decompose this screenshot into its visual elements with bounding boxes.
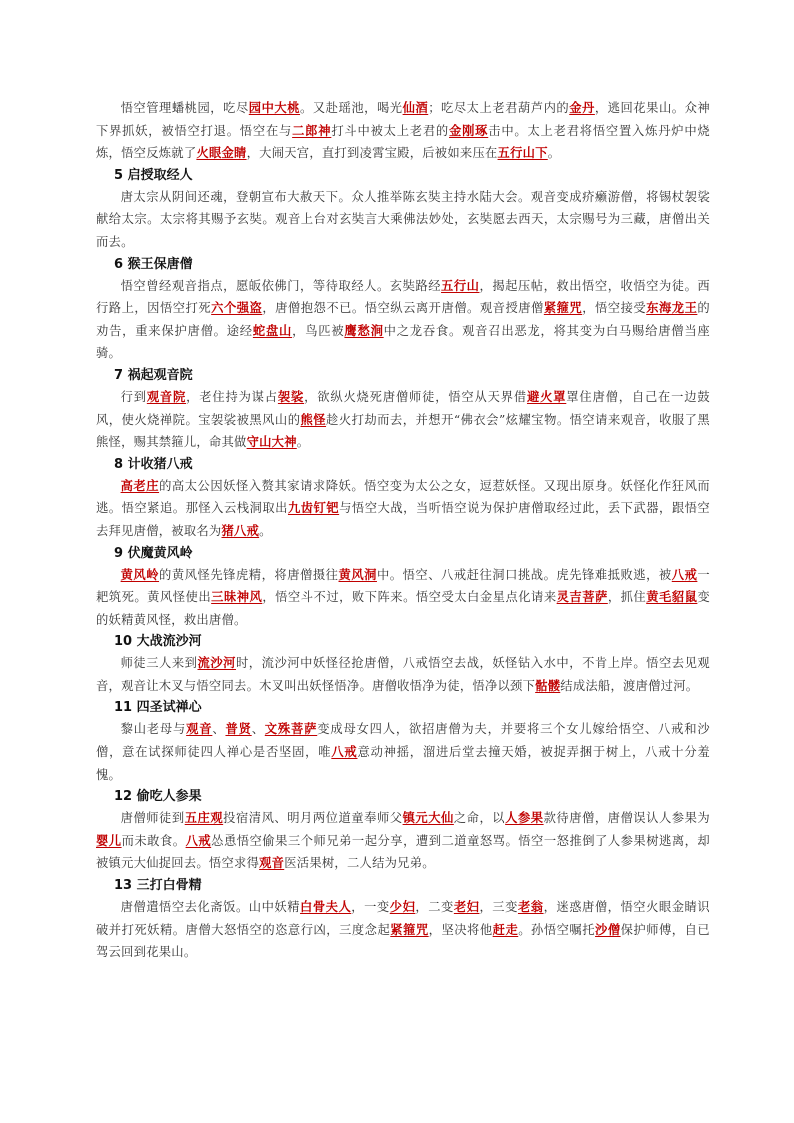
keyword-highlight: 五行山下 [497, 145, 548, 161]
section [96, 876, 710, 964]
keyword-highlight: 熊怪 [300, 411, 327, 427]
keyword-highlight: 流沙河 [197, 655, 236, 671]
keyword-highlight: 灵吉菩萨 [556, 589, 608, 605]
text-run: 时，流沙河中妖怪径抢唐僧，八戒悟空去战，妖怪钻入水中，不肯上岸。悟空去见观音，观音让木叉与悟空同去。木叉叫出妖怪悟净。唐僧收悟净为徒，悟净以颈下 [96, 656, 710, 693]
text-run: ，悟空斗不过，败下阵来。悟空受太白金星点化请来 [262, 590, 557, 605]
section-heading: 12 偷吃人参果 [114, 789, 202, 805]
text-run: 罩住唐僧，自己在一边鼓风，使火烧禅院。宝袈裟被黑风山的 [96, 389, 710, 427]
section-paragraph [96, 718, 710, 786]
text-run: 悟空管理蟠桃园，吃尽 [120, 101, 249, 115]
section-paragraph [96, 275, 710, 365]
text-run: ，坚决将他 [428, 922, 493, 937]
text-run: 一耙筑死。黄风怪使出 [96, 567, 710, 605]
text-run: 行到 [120, 389, 147, 404]
section-heading: 10 大战流沙河 [114, 634, 202, 650]
text-run: 意动神摇，溜进后堂去撞天婚，被捉弄捆于树上，八戒十分羞愧。 [96, 745, 710, 782]
section-heading: 9 伏魔黄风岭 [114, 545, 193, 561]
keyword-highlight: 三昧神风 [211, 589, 263, 605]
text-run: 黎山老母与 [120, 722, 187, 737]
section [96, 698, 710, 786]
keyword-highlight: 八戒 [185, 832, 212, 848]
section [96, 166, 710, 254]
text-run: 。 [296, 435, 310, 450]
keyword-highlight: 鹰愁涧 [344, 322, 384, 338]
keyword-highlight: 老翁 [517, 899, 544, 915]
keyword-highlight: 黄风洞 [338, 566, 377, 582]
section [96, 255, 710, 365]
text-run: 。 [547, 146, 561, 161]
text-run: ，鸟匹被 [292, 323, 345, 338]
keyword-highlight: 紧箍咒 [390, 921, 429, 937]
keyword-highlight: 袈裟 [277, 388, 305, 404]
text-run: 。 [259, 523, 272, 538]
keyword-highlight: 婴儿 [96, 832, 122, 848]
text-run: 变成母女四人，欲招唐僧为夫，并要将三个女儿嫁给悟空、八戒和沙僧，意在试探师徒四人禅心是否坚固，唯 [96, 722, 710, 760]
keyword-highlight: 九齿钉钯 [287, 500, 340, 516]
section [96, 787, 710, 875]
text-run: 投宿清风、明月两位道童奉师父 [223, 811, 403, 826]
keyword-highlight: 紧箍咒 [543, 300, 583, 316]
keyword-highlight: 五庄观 [184, 810, 224, 826]
text-run: 变的妖精黄风怪，救出唐僧。 [96, 590, 710, 627]
text-run: 。又赴瑶池，喝光 [300, 101, 403, 115]
text-run: 的黄风怪先锋虎精，将唐僧摄往 [159, 567, 339, 582]
keyword-highlight: 高老庄 [120, 477, 160, 493]
keyword-highlight: 八戒 [331, 744, 358, 760]
text-run: 。孙悟空嘱托 [518, 922, 596, 937]
text-run: ，欲纵火烧死唐僧师徒，悟空从天界借 [304, 389, 527, 404]
text-run: 唐僧遣悟空去化斋饭。山中妖精 [120, 900, 301, 915]
section-heading: 13 三打白骨精 [114, 878, 202, 894]
section [96, 97, 710, 165]
text-run: 结成法船，渡唐僧过河。 [560, 678, 699, 693]
text-run: 中之龙吞食。观音召出恶龙，将其变为白马赐给唐僧当座骑。 [96, 323, 710, 361]
section-paragraph [96, 564, 710, 632]
text-run: ，揭起压帖，救出悟空，收悟空为徒。西行路上，因悟空打死 [96, 278, 710, 316]
keyword-highlight: 金丹 [569, 100, 595, 115]
text-run: ；吃尽太上老君葫芦内的 [428, 101, 570, 115]
text-run: 、 [251, 722, 265, 737]
section-paragraph [96, 475, 710, 543]
section [96, 632, 710, 697]
keyword-highlight: 蛇盘山 [252, 322, 293, 338]
text-run: ，抓住 [607, 590, 647, 605]
keyword-highlight: 观音 [259, 855, 285, 871]
keyword-highlight: 观音院 [146, 388, 187, 404]
text-run: ，迷惑唐僧，悟空火眼金睛识破并打死妖精。唐僧大怒悟空的恣意行凶，三度念起 [96, 900, 710, 937]
text-run: 打斗中被太上老君的 [331, 123, 450, 138]
section [96, 366, 710, 454]
keyword-highlight: 猪八戒 [221, 522, 260, 538]
text-run: 悟空曾经观音指点，愿皈依佛门，等待取经人。玄奘路经 [120, 278, 442, 293]
text-run: ，逃回花果山。众神下界抓妖，被悟空打退。悟空在与 [96, 101, 710, 138]
keyword-highlight: 二郎神 [292, 122, 332, 138]
text-run: 医活果树，二人结为兄弟。 [284, 856, 435, 871]
keyword-highlight: 仙酒 [402, 100, 429, 115]
text-run: ，三变 [479, 900, 518, 915]
text-run: ，老住持为谋占 [186, 389, 278, 404]
section-paragraph [96, 652, 710, 697]
text-run: ，悟空接受 [582, 301, 647, 316]
text-run: 与悟空大战，当听悟空说为保护唐僧取经过此，丢下武器，跟悟空去拜见唐僧，被取名为 [96, 501, 710, 538]
keyword-highlight: 骷髅 [535, 677, 561, 693]
keyword-highlight: 沙僧 [595, 921, 621, 937]
text-run: 的劝告，重来保护唐僧。途经 [96, 301, 710, 338]
keyword-highlight: 观音 [186, 721, 213, 737]
section-heading: 7 祸起观音院 [114, 367, 193, 383]
section-paragraph [96, 386, 710, 454]
keyword-highlight: 五行山 [441, 277, 480, 293]
keyword-highlight: 老妇 [453, 899, 480, 915]
keyword-highlight: 黄风岭 [120, 566, 160, 582]
keyword-highlight: 东海龙王 [646, 300, 698, 316]
text-run: 的高太公因妖怪入赘其家请求降妖。悟空变为太公之女，逗惹妖怪。又现出原身。妖怪化作狂风而逃。悟空紧追。那怪入云栈洞取出 [96, 478, 710, 516]
text-run: ，大闹天宫，直打到凌霄宝殿，后被如来压在 [246, 146, 498, 161]
keyword-highlight: 白骨夫人 [300, 899, 352, 915]
section-heading: 11 四圣试禅心 [114, 700, 202, 716]
text-run: ，一变 [351, 900, 390, 915]
text-run: 击中。太上老君将悟空置入炼丹炉中烧炼，悟空反炼就了 [96, 123, 710, 161]
section-paragraph [96, 896, 710, 964]
text-run: 之命，以 [453, 811, 506, 826]
document-content [96, 97, 710, 964]
section-heading: 6 猴王保唐僧 [114, 256, 193, 272]
keyword-highlight: 文殊菩萨 [264, 721, 318, 737]
text-run: 趁火打劫而去，并想开“佛衣会”炫耀宝物。悟空请来观音，收服了黑熊怪，赐其禁箍儿，命其做 [96, 412, 710, 450]
text-run: 唐太宗从阴间还魂，登朝宣布大赦天下。众人推举陈玄奘主持水陆大会。观音变成疥癞游僧，将锡杖袈裟献给太宗。太宗将其赐予玄奘。观音上台对玄奘言大乘佛法妙处，玄奘愿去西天，太宗赐号为三藏，唐僧出关而去。 [96, 189, 710, 249]
keyword-highlight: 园中大桃 [248, 100, 301, 115]
keyword-highlight: 赶走 [492, 921, 519, 937]
text-run: 而未敢食。 [121, 833, 186, 848]
text-run: 款待唐僧，唐僧误认人参果为 [543, 811, 710, 826]
section-paragraph [96, 807, 710, 875]
keyword-highlight: 避火罩 [526, 388, 567, 404]
keyword-highlight: 六个强盗 [211, 300, 263, 316]
keyword-highlight: 少妇 [389, 899, 416, 915]
text-run: ，二变 [415, 900, 454, 915]
keyword-highlight: 人参果 [505, 810, 544, 826]
keyword-highlight: 金刚琢 [449, 122, 489, 138]
keyword-highlight: 镇元大仙 [402, 810, 454, 826]
keyword-highlight: 黄毛貂鼠 [646, 589, 698, 605]
text-run: 师徒三人来到 [120, 656, 198, 671]
text-run: 怂恿悟空偷果三个师兄弟一起分享，遭到二道童怒骂。悟空一怒推倒了人参果树逃离，却被镇元大仙捉回去。悟空求得 [96, 833, 710, 871]
text-run: 保护师傅，自已驾云回到花果山。 [96, 922, 710, 960]
keyword-highlight: 八戒 [671, 566, 698, 582]
text-run: ，唐僧抱怨不已。悟空纵云离开唐僧。观音授唐僧 [262, 301, 544, 316]
keyword-highlight: 火眼金睛 [196, 145, 247, 161]
section [96, 455, 710, 543]
text-run: 中。悟空、八戒赶往洞口挑战。虎先锋难抵败逃，被 [376, 567, 672, 582]
keyword-highlight: 守山大神 [246, 434, 297, 450]
section-heading: 8 计收猪八戒 [114, 456, 193, 472]
keyword-highlight: 普贤 [225, 721, 252, 737]
text-run: 、 [212, 722, 226, 737]
section-paragraph [96, 97, 710, 165]
text-run: 唐僧师徒到 [120, 811, 185, 826]
section-heading: 5 启授取经人 [114, 167, 193, 183]
section-paragraph [96, 186, 710, 254]
section [96, 544, 710, 632]
